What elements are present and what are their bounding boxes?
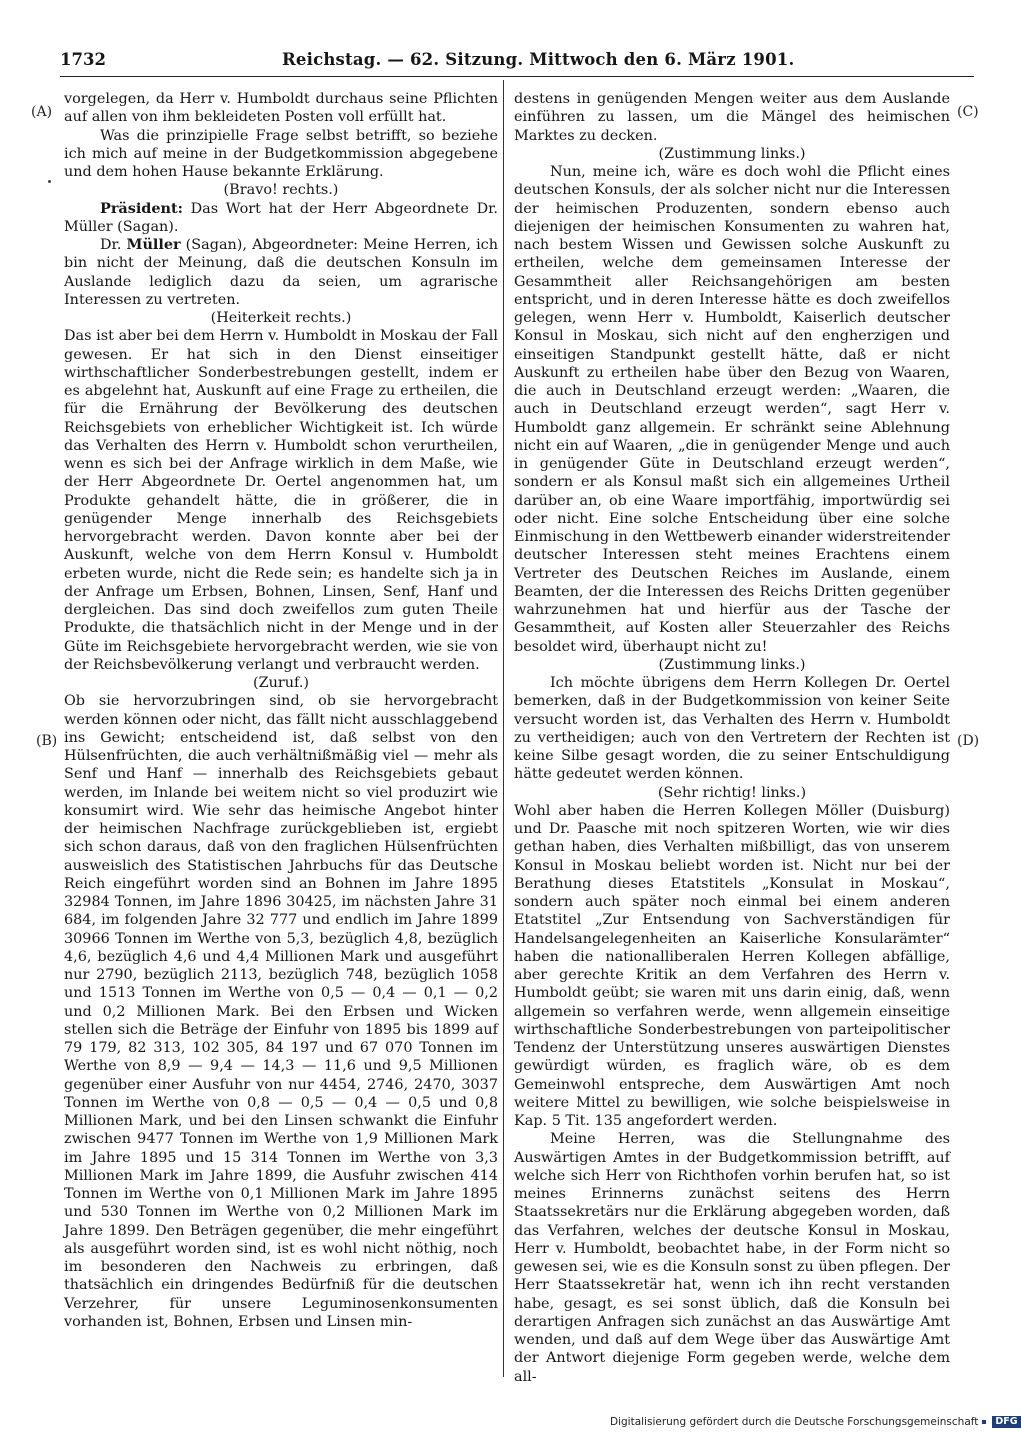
paragraph (64, 200, 498, 237)
paragraph: Ich möchte übrigens dem Herrn Kollegen Dr. Oertel bemerken, daß in der Budgetkommission von keiner Seite versucht worden ist, das Verhalten des Herrn v. Humboldt zu vertheidigen; auch von den Vertretern der Rechten ist keine Silbe gesagt worden, die zu seiner Entschuldigung hätte gedeutet werden können. (514, 675, 950, 783)
paragraph: destens in genügenden Mengen weiter aus dem Auslande einführen zu lassen, um die Mängel des heimischen Marktes zu decken. (514, 91, 950, 144)
footer-text: Digitalisierung gefördert durch die Deutsche Forschungsgemeinschaft (610, 1416, 979, 1428)
margin-label-b: (B) (36, 733, 58, 749)
margin-label-d: (D) (957, 733, 980, 749)
interjection: (Heiterkeit rechts.) (210, 310, 352, 326)
separator-dot (982, 1420, 986, 1424)
margin-label-c: (C) (957, 104, 979, 120)
speaker-name: Müller (126, 236, 181, 253)
interjection: (Zustimmung links.) (658, 656, 806, 673)
interjection: (Bravo! rechts.) (223, 182, 339, 199)
dfg-logo: DFG (992, 1416, 1020, 1428)
speech-text: (Sagan), Abgeordneter: Meine Herren, ich bin nicht der Meinung, daß die deutschen Konsuln im Auslande lediglich dazu da seien, um agrarische Interessen zu vertreten. (64, 237, 499, 308)
paragraph: Wohl aber haben die Herren Kollegen Möller (Duisburg) und Dr. Paasche mit noch spitzeren Worten, wie wir dies gethan haben, dies Verhalten mißbilligt, das von unserem Konsul in Moskau beliebt worden ist. Nicht nur bei der Berathung dieses Etatstitels „Konsulat in Moskau“, sondern auch später noch einmal bei einem anderen Etatstitel „Zur Entsendung von Sachverständigen für Handelsangelegenheiten an Kaiserliche Konsularämter“ haben die nationalliberalen Herren Kollegen abfällige, aber gerechte Kritik an dem Verfahren des Herrn v. Humboldt geübt; sie waren mit uns darin einig, daß, wenn allgemein so verfahren werde, wenn allgemein einseitige wirthschaftliche Sonderbestrebungen von parteipolitischer Tendenz der Unterstützung unseres auswärtigen Dienstes gewürdigt würden, es fraglich wäre, ob es dem Gemeinwohl entspreche, dem Auswärtigen Amt noch weitere Mittel zu bewilligen, wie solche beispielsweise in Kap. 5 Tit. 135 angefordert werden. (514, 802, 950, 1129)
speech-text: Das Wort hat der Herr Abgeordnete Dr. Müller (Sagan). (64, 200, 498, 235)
paragraph: Das ist aber bei dem Herrn v. Humboldt in Moskau der Fall gewesen. Er hat sich in den Dienst einseitiger wirthschaftlicher Sonderbestrebungen gestellt, indem er es abgelehnt hat, Auskunft auf eine Frage zu ertheilen, die für die Ernährung der Bevölkerung des deutschen Reichsgebiets von erheblicher Wichtigkeit ist. Ich würde das Verhalten des Herrn v. Humboldt schon verurtheilen, wenn es sich bei der Anfrage wirklich in dem Maße, wie der Herr Abgeordnete Dr. Oertel angenommen hat, um Produkte gehandelt hätte, die in größerer, die in genügender Menge innerhalb des Reichsgebiets hervorgebracht werden. Davon konnte aber bei der Auskunft, welche von dem Herrn Konsul v. Humboldt erbeten wurde, nicht die Rede sein; es handelte sich ja in der Anfrage um Erbsen, Bohnen, Linsen, Senf, Hanf und dergleichen. Das sind doch zweifellos zum guten Theile Produkte, die thatsächlich nicht in der Menge und in der Güte im Reichsgebiete hervorgebracht werden, wie sie von der Reichsbevölkerung verlangt und verbraucht werden. (64, 328, 498, 673)
page-number: 1732 (60, 50, 106, 69)
paragraph: Nun, meine ich, wäre es doch wohl die Pflicht eines deutschen Konsuls, der als solcher nicht nur die Interessen der heimischen Produzenten, sondern ebenso auch diejenigen der heimischen Konsumenten zu wahren hat, nach bestem Wissen und Gewissen solche Auskunft zu ertheilen, welche dem gemeinsamen Interesse der Gesammtheit aller Reichsangehörigen am besten entspricht, und in deren Interesse hätte es doch zweifellos gelegen, wenn Herr v. Humboldt, Kaiserlich deutscher Konsul in Moskau, sich nicht auf den engherzigen und einseitigen Standpunkt gestellt hätte, daß er nicht Auskunft zu ertheilen habe über den Bezug von Waaren, die auch in Deutschland erzeugt werden: „Waaren, die auch in Deutschland erzeugt werden“, sagt Herr v. Humboldt ganz allgemein. Er schränkt seine Ablehnung nicht ein auf Waaren, „die in genügender Menge und auch in genügender Güte in Deutschland erzeugt werden“, sondern er als Konsul maßt sich ein allgemeines Urtheil darüber an, ob eine Waare importfähig, importwürdig sei oder nicht. Eine solche Entscheidung über eine solche Einmischung in den Wettbewerb einander widerstreitender deutscher Interessen steht meines Erachtens einem Vertreter des Deutschen Reiches im Auslande, einem Beamten, der die Interessen des Reichs Dritten gegenüber wahrzunehmen hat und hierfür aus der Tasche der Gesammtheit, auf Kosten aller Steuerzahler des Reichs besoldet wird, überhaupt nicht zu! (514, 164, 950, 655)
interjection: (Zuruf.) (252, 675, 310, 691)
speaker-name: Präsident: (100, 199, 183, 217)
header-rule (60, 76, 974, 77)
left-column (64, 90, 498, 1331)
paragraph (64, 236, 498, 309)
margin-label-a: (A) (31, 104, 53, 120)
paragraph: Ob sie hervorzubringen sind, ob sie hervorgebracht werden können oder nicht, das fällt nicht ausschlaggebend ins Gewicht; entscheidend ist, daß selbst von den Hülsenfrüchten, die auch verhältnißmäßig viel — mehr als Senf und Hanf — innerhalb des Reichsgebiets gebaut werden, im Inlande bei weitem nicht so viel produzirt wie konsumirt wird. Wie sehr das heimische Angebot hinter der heimischen Nachfrage zurückgeblieben ist, ergiebt sich schon daraus, daß von den fraglichen Hülsenfrüchten ausweislich des Statistischen Jahrbuchs für das Deutsche Reich eingeführt worden sind an Bohnen im Jahre 1895 32984 Tonnen, im Jahre 1896 30425, im nächsten Jahre 31 684, im folgenden Jahre 32 777 und endlich im Jahre 1899 30966 Tonnen im Werthe von 5,3, bezüglich 4,8, bezüglich 4,6, bezüglich 4,6 und 4,4 Millionen Mark und ausgeführt nur 2790, bezüglich 2113, bezüglich 748, bezüglich 1058 und 1513 Tonnen im Werthe von 0,5 — 0,4 — 0,1 — 0,2 und 0,2 Millionen Mark. Bei den Erbsen und Wicken stellen sich die Beträge der Einfuhr von 1895 bis 1899 auf 79 179, 82 313, 102 305, 84 197 und 67 070 Tonnen im Werthe von 8,9 — 9,4 — 14,3 — 11,6 und 9,5 Millionen gegenüber einer Ausfuhr von nur 4454, 2746, 2470, 3037 Tonnen im Werthe von 0,8 — 0,5 — 0,4 — 0,5 und 0,8 Millionen Mark, und bei den Linsen schwankt die Einfuhr zwischen 9477 Tonnen im Werthe von 1,9 Millionen Mark im Jahre 1895 und 15 314 Tonnen im Werthe von 3,3 Millionen Mark im Jahre 1899, die Ausfuhr zwischen 414 Tonnen im Werthe von 0,1 Millionen Mark im Jahre 1895 und 530 Tonnen im Werthe von 0,2 Millionen Mark im Jahre 1899. Den Beträgen gegenüber, die mehr eingeführt als ausgeführt worden sind, ist es wohl nicht nöthig, noch im besonderen den Nachweis zu erbringen, daß thatsächlich ein dringendes Bedürfniß für die deutschen Verzehrer, für unsere Leguminosenkonsumenten vorhanden ist, Bohnen, Erbsen und Linsen min- (64, 693, 498, 1330)
paragraph: Meine Herren, was die Stellungnahme des Auswärtigen Amtes in der Budgetkommission betrifft, auf welche sich Herr von Richthofen vorhin berufen hat, so ist meines Erinnerns zunächst seitens des Herrn Staatssekretärs nur die Erklärung abgegeben worden, daß das Verfahren, welches der deutsche Konsul in Moskau, Herr v. Humboldt, beobachtet habe, in der Form nicht so gewesen sei, wie es die Konsuln sonst zu üben pflegen. Der Herr Staatssekretär hat, wenn ich ihn recht verstanden habe, gesagt, es sei sonst üblich, daß die Konsuln bei derartigen Anfragen sich zunächst an das Auswärtige Amt wenden, und daß auf dem Wege über das Auswärtige Amt der Antwort diejenige Form gegeben werde, welche dem all- (514, 1131, 950, 1385)
column-divider (503, 80, 504, 1377)
paragraph: Was die prinzipielle Frage selbst betrifft, so beziehe ich mich auf meine in der Budgetkommission abgegebene und dem hohen Hause bekannte Erklärung. (64, 127, 498, 180)
right-column (514, 90, 950, 1386)
interjection: (Zustimmung links.) (658, 145, 806, 162)
funding-footer (610, 1416, 1018, 1430)
paragraph: vorgelegen, da Herr v. Humboldt durchaus seine Pflichten auf allen von ihm bekleideten Posten voll erfüllt hat. (64, 91, 498, 126)
interjection: (Sehr richtig! links.) (657, 784, 807, 801)
page-header (60, 50, 980, 74)
running-title: Reichstag. — 62. Sitzung. Mittwoch den 6. März 1901. (282, 50, 795, 69)
print-speck (48, 180, 51, 183)
speaker-title: Dr. (100, 237, 127, 253)
